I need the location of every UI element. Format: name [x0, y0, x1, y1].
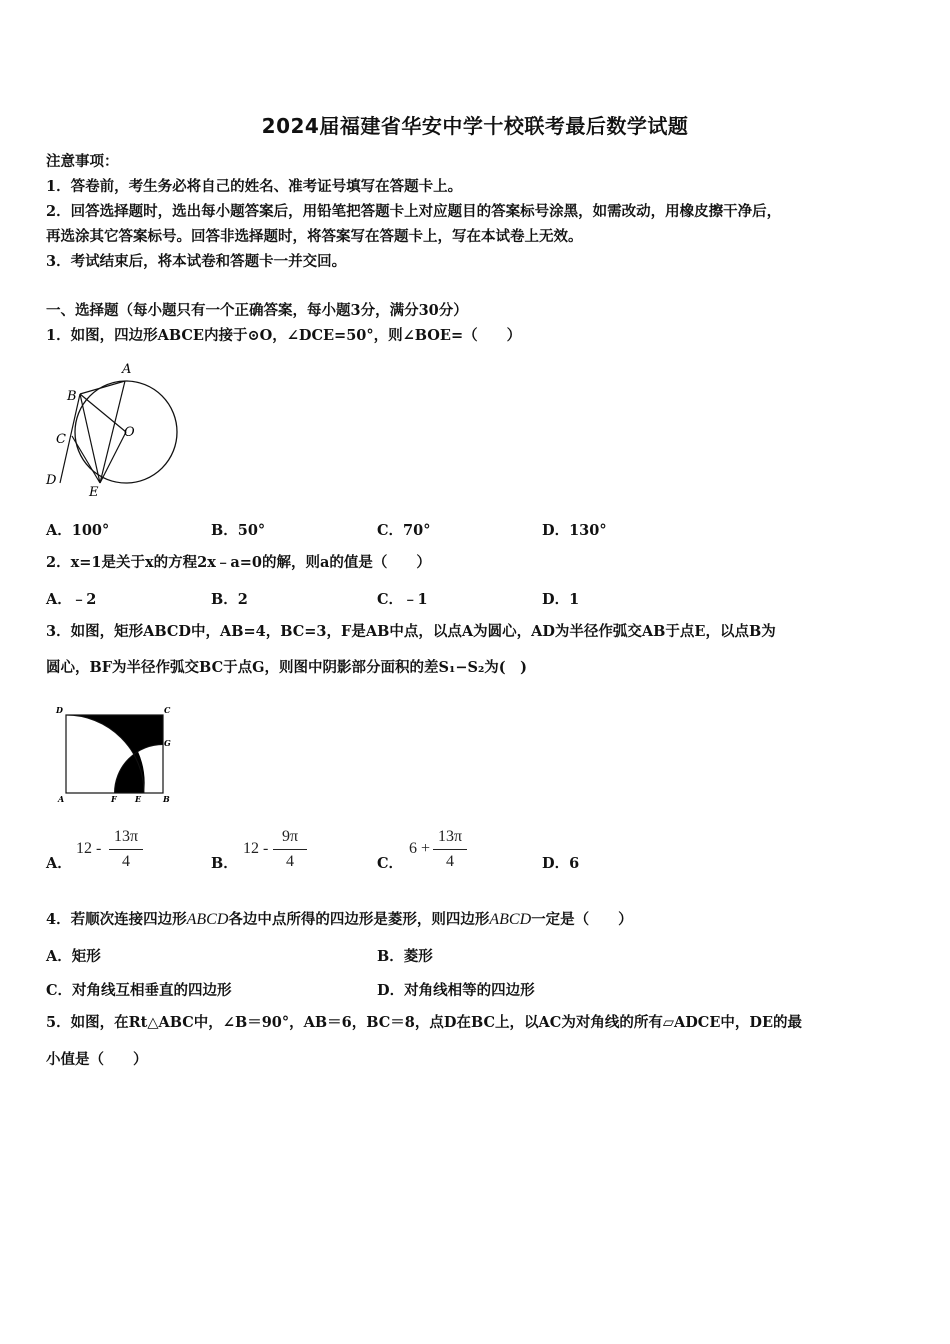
- q3-option-a-bar: [109, 849, 143, 850]
- q2-option-b: B．2: [211, 591, 248, 608]
- q3-label-A: A: [58, 794, 65, 804]
- q3-label-G: G: [164, 738, 171, 748]
- q1-label-B: B: [67, 389, 77, 404]
- q4-math-abcd-1: ABCD: [186, 911, 229, 928]
- q1-circle-figure: [40, 358, 190, 503]
- q4-option-d: D．对角线相等的四边形: [377, 982, 535, 999]
- q4-option-a: A．矩形: [46, 948, 101, 965]
- q1-label-A: A: [122, 362, 132, 377]
- q1-segment-OE: [100, 432, 126, 483]
- q3-option-c-pre: 6 +: [409, 840, 431, 857]
- q3-option-a-expr: [76, 828, 156, 876]
- q4-text: [46, 910, 633, 930]
- q3-label-E: E: [135, 794, 142, 804]
- q1-option-a: A．100°: [46, 522, 110, 539]
- q3-option-b-den: 4: [286, 853, 294, 870]
- q1-segment-CE: [72, 436, 100, 483]
- q1-option-d: D．130°: [542, 522, 607, 539]
- notice-heading: 注意事项：: [46, 153, 119, 170]
- q1-option-b: B．50°: [211, 522, 266, 539]
- q1-label-O: O: [124, 425, 135, 440]
- q2-option-a: A．﹣2: [46, 591, 97, 608]
- notice-item-2a: 2．回答选择题时，选出每小题答案后，用铅笔把答题卡上对应题目的答案标号涂黑，如需改动，用橡皮擦干净后，: [46, 203, 782, 220]
- q3-option-a-den: 4: [122, 853, 130, 870]
- section-heading: 一、选择题（每小题只有一个正确答案，每小题3分，满分30分）: [46, 302, 468, 319]
- q3-option-a-label: A．: [46, 855, 72, 872]
- q3-option-c-bar: [433, 849, 467, 850]
- q5-text-a: 5．如图，在Rt△ABC中，∠B＝90°，AB＝6，BC＝8，点D在BC上，以AC为对角线的所有▱ADCE中，DE的最: [46, 1014, 803, 1031]
- q4-text-mid: 各边中点所得的四边形是菱形，则四边形: [228, 911, 490, 928]
- q4-option-c: C．对角线互相垂直的四边形: [46, 982, 232, 999]
- q3-option-c-den: 4: [446, 853, 454, 870]
- q1-label-D: D: [46, 473, 57, 488]
- q4-text-pre: 4．若顺次连接四边形: [46, 911, 187, 928]
- q3-label-F: F: [111, 794, 117, 804]
- q3-label-D: D: [56, 705, 63, 715]
- q3-option-b-num: 9π: [281, 828, 299, 845]
- q4-math-abcd-2: ABCD: [489, 911, 532, 928]
- q1-label-E: E: [89, 485, 99, 500]
- q3-option-c-label: C．: [377, 855, 404, 872]
- q3-text-b: 圆心，BF为半径作弧交BC于点G，则图中阴影部分面积的差S₁−S₂为( ): [46, 659, 528, 676]
- q3-option-c-num: 13π: [437, 828, 463, 845]
- q3-label-C: C: [164, 705, 171, 715]
- q3-option-c-expr: [409, 828, 489, 876]
- q3-option-b-expr: [243, 828, 323, 876]
- q2-option-c: C．﹣1: [377, 591, 428, 608]
- q3-option-b-bar: [273, 849, 307, 850]
- notice-item-1: 1．答卷前，考生务必将自己的姓名、准考证号填写在答题卡上。: [46, 178, 463, 195]
- q3-option-a-num: 13π: [113, 828, 139, 845]
- q1-segment-BA: [80, 381, 125, 394]
- q4-option-b: B．菱形: [377, 948, 433, 965]
- q3-rectangle-figure: [54, 703, 179, 805]
- notice-item-3: 3．考试结束后，将本试卷和答题卡一并交回。: [46, 253, 347, 270]
- q3-option-d: D．6: [542, 855, 580, 872]
- q5-text-b: 小值是（ ）: [46, 1051, 148, 1068]
- q3-label-B: B: [163, 794, 170, 804]
- q4-text-post: 一定是（ ）: [531, 911, 633, 928]
- q1-text: 1．如图，四边形ABCE内接于⊙O，∠DCE=50°，则∠BOE=（ ）: [46, 327, 522, 344]
- q3-option-b-label: B．: [211, 855, 238, 872]
- q3-text-a: 3．如图，矩形ABCD中，AB=4，BC=3，F是AB中点，以点A为圆心，AD为半径作弧交AB于点E，以点B为: [46, 623, 776, 640]
- q3-option-b-pre: 12 -: [243, 840, 269, 857]
- q1-label-C: C: [56, 432, 66, 447]
- page-title: 2024届福建省华安中学十校联考最后数学试题: [261, 114, 689, 138]
- q2-text: 2．x=1是关于x的方程2x﹣a=0的解，则a的值是（ ）: [46, 554, 431, 571]
- q2-option-d: D．1: [542, 591, 580, 608]
- notice-item-2b: 再选涂其它答案标号。回答非选择题时，将答案写在答题卡上，写在本试卷上无效。: [46, 228, 583, 245]
- q1-option-c: C．70°: [377, 522, 431, 539]
- q1-segment-AE: [100, 381, 125, 483]
- q3-option-a-pre: 12 -: [76, 840, 102, 857]
